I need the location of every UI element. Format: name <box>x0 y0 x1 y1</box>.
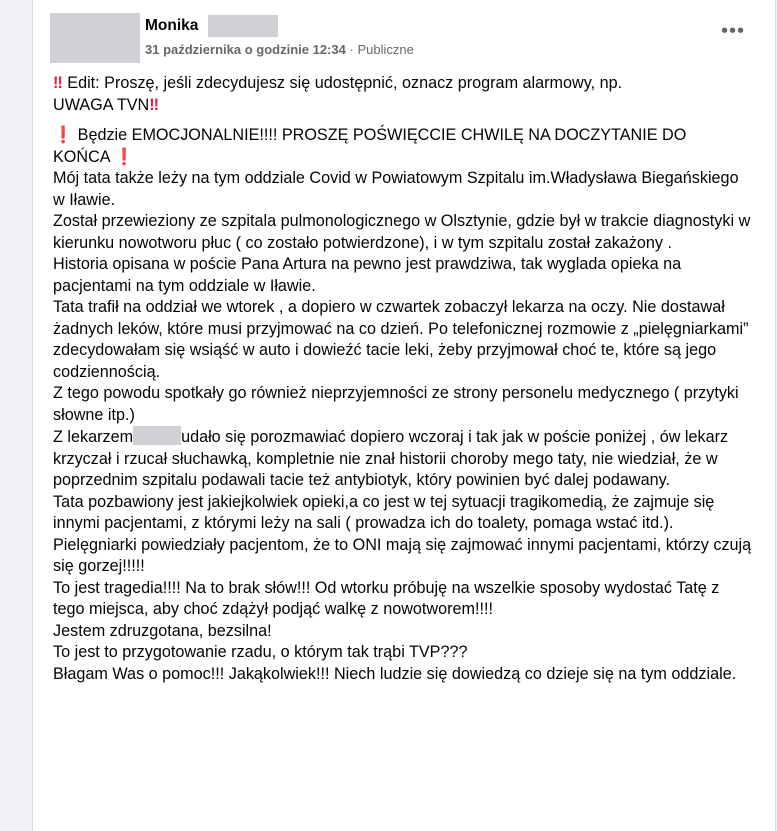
paragraph-6 <box>53 426 753 492</box>
intro-line <box>53 125 753 168</box>
redacted-doctor-name <box>133 426 181 445</box>
paragraph-2: Został przewieziony ze szpitala pulmonologicznego w Olsztynie, gdzie był w trakcie diagnostyki w kierunku nowotworu płuc ( co zostało potwierdzone), i w tym szpitalu został zakażony . <box>53 212 751 252</box>
redacted-surname <box>208 15 278 37</box>
post-body <box>53 73 753 685</box>
author-row <box>145 14 278 38</box>
audience-label[interactable]: Publiczne <box>357 42 414 57</box>
intro-text-2: KOŃCA <box>53 147 110 166</box>
paragraph-11: Błagam Was o pomoc!!! Jakąkolwiek!!! Niech ludzie się dowiedzą co dzieje się na tym oddziale. <box>53 664 737 683</box>
double-exclamation-icon: ‼ <box>149 95 160 114</box>
paragraph-5: Z tego powodu spotkały go również nieprzyjemności ze strony personelu medycznego ( przytyki słowne itp.) <box>53 384 739 424</box>
post-card <box>32 0 776 831</box>
paragraph-8: To jest tragedia!!!! Na to brak słów!!! Od wtorku próbuję na wszelkie sposoby wydostać Tatę z tego miejsca, aby choć zdążył podjąć walkę z nowotworem!!!! <box>53 578 720 618</box>
meta-separator: · <box>349 42 354 57</box>
avatar[interactable] <box>50 13 140 63</box>
exclamation-icon: ❗ <box>53 126 74 144</box>
post-meta <box>145 42 414 57</box>
paragraph-6-start: Z lekarzem <box>53 428 134 446</box>
edit-text-1: Edit: Proszę, jeśli zdecydujesz się udostępnić, oznacz program alarmowy, np. <box>67 74 623 92</box>
paragraph-10: To jest to przygotowanie rzadu, o którym tak trąbi TVP??? <box>53 643 468 661</box>
paragraph-9: Jestem zdruzgotana, bezsilna! <box>53 621 272 640</box>
double-exclamation-icon: ‼ <box>53 74 63 92</box>
edit-note <box>53 73 753 116</box>
paragraph-7: Tata pozbawiony jest jakiejkolwiek opieki,a co jest w tej sytuacji tragikomedią, że zajmuje się innymi pacjentami, z którymi leży na sali ( prowadza ich do toalety, pomaga wstać itd.). Pielęgniarki powiedziały pacjentom, że to ONI mają się zajmować innymi pacjentami, którzy czują się gorzej!!!!! <box>53 492 752 575</box>
more-options-icon[interactable]: ••• <box>720 20 745 42</box>
paragraph-1: Mój tata także leży na tym oddziale Covid w Powiatowym Szpitalu im.Władysława Biegańskiego w Iławie. <box>53 169 739 209</box>
exclamation-icon: ❗ <box>114 147 135 166</box>
edit-text-2: UWAGA TVN <box>53 95 150 114</box>
intro-text-1: Będzie EMOCJONALNIE!!!! PROSZĘ POŚWIĘCCIE CHWILĘ NA DOCZYTANIE DO <box>77 126 687 144</box>
post-timestamp[interactable]: 31 października o godzinie 12:34 <box>145 42 346 57</box>
paragraph-6-end: udało się porozmawiać dopiero wczoraj i tak jak w poście poniżej , ów lekarz krzyczał i rzucał słuchawką, kompletnie nie znał historii choroby mego taty, nie wiedział, że w poprzednim szpitalu podawali tacie też antybiotyk, który powinien być dalej podawany. <box>53 428 729 489</box>
author-name[interactable]: Monika <box>145 17 199 34</box>
paragraph-3: Historia opisana w poście Pana Artura na pewno jest prawdziwa, tak wyglada opieka na pacjentami na tym oddziale w Iławie. <box>53 255 682 295</box>
paragraph-4: Tata trafił na oddział we wtorek , a dopiero w czwartek zobaczył lekarza na oczy. Nie dostawał żadnych leków, które musi przyjmować na co dzień. Po telefonicznej rozmowie z „pielęgniarkami” zdecydowałam się wsiąść w auto i dowieźć tacie leki, żeby przyjmował choć te, które są jego codziennością. <box>53 298 749 381</box>
